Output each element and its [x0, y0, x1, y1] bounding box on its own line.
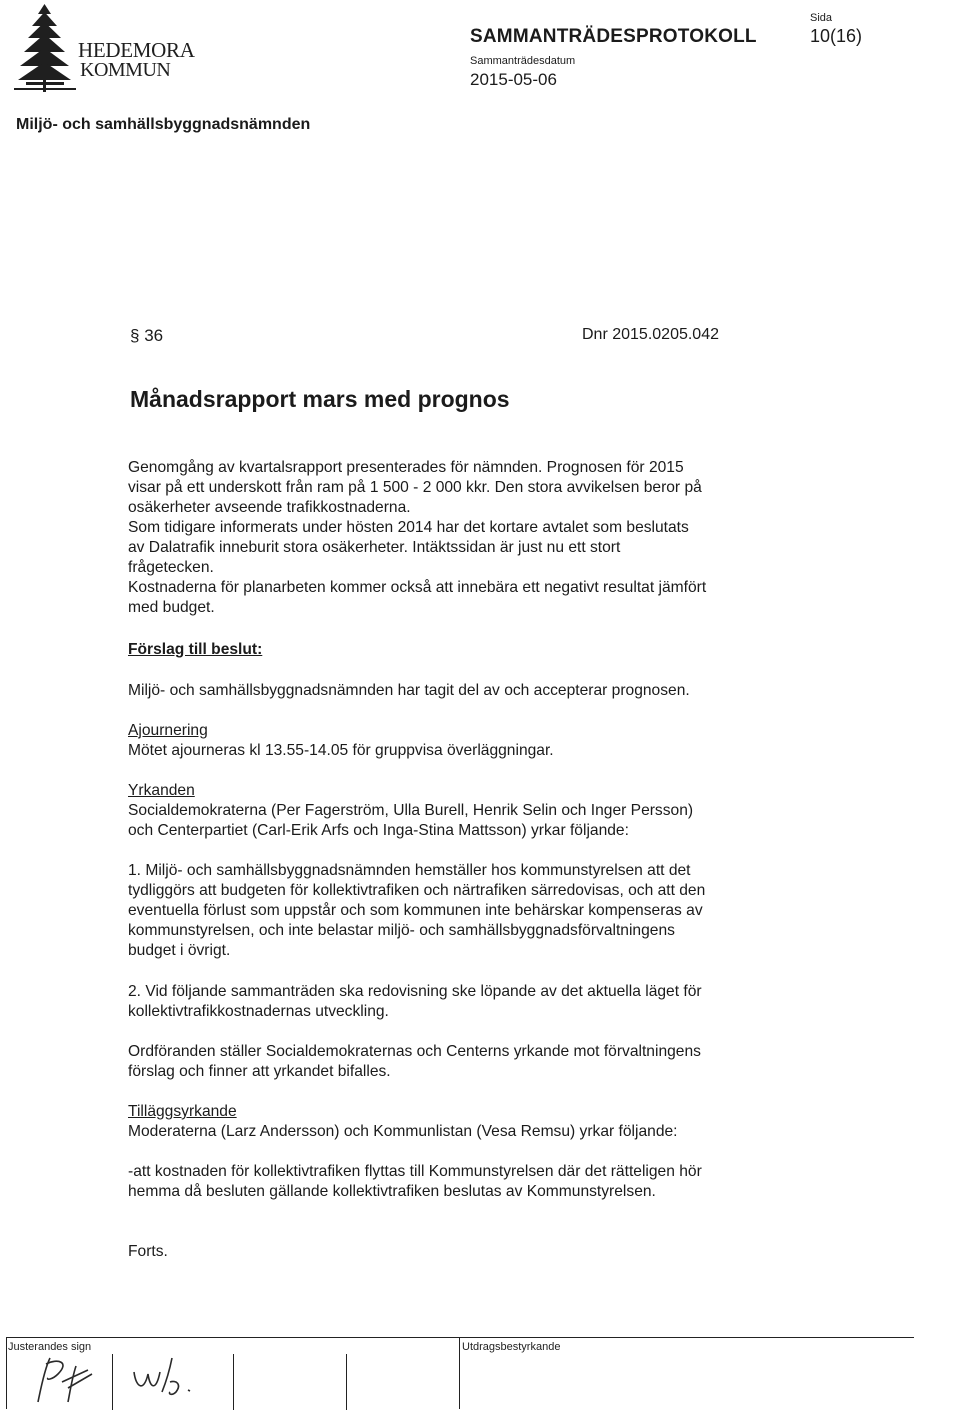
footer-box-left-border — [6, 1337, 7, 1409]
document-title: SAMMANTRÄDESPROTOKOLL — [470, 26, 757, 47]
meeting-date-label: Sammanträdesdatum — [470, 55, 576, 67]
handwritten-signature-2 — [126, 1352, 226, 1408]
continued-text: Forts. — [128, 1243, 168, 1260]
paragraph-number-value: 36 — [144, 326, 164, 345]
text-line: förslag och finner att yrkandet bifalles. — [128, 1063, 391, 1080]
committee-name: Miljö- och samhällsbyggnadsnämnden — [16, 116, 311, 133]
text-line: -att kostnaden för kollektivtrafiken flyttas till Kommunstyrelsen där det rätteligen hör — [128, 1163, 702, 1180]
text-line: Ordföranden ställer Socialdemokraternas och Centerns yrkande mot förvaltningens — [128, 1043, 701, 1060]
signature-divider — [459, 1337, 460, 1409]
text-line: Miljö- och samhällsbyggnadsnämnden har tagit del av och accepterar prognosen. — [128, 682, 690, 699]
text-line: Kostnaderna för planarbeten kommer också att innebära ett negativt resultat jämfört — [128, 579, 707, 596]
text-line: frågetecken. — [128, 559, 214, 576]
motions-heading: Yrkanden — [128, 782, 195, 799]
adjournment-heading: Ajournering — [128, 722, 208, 739]
municipality-logo — [14, 4, 195, 96]
text-line: 2. Vid följande sammanträden ska redovisning ske löpande av det aktuella läget för — [128, 983, 702, 1000]
tree-emblem-icon — [14, 4, 78, 96]
page-label: Sida — [810, 12, 833, 24]
proposal-text — [128, 681, 788, 701]
municipality-name-line1: HEDEMORA — [78, 38, 195, 62]
additional-motion-text — [128, 1162, 788, 1202]
text-line: eventuella förlust som uppstår och som kommunen inte behärskar kompenseras av — [128, 902, 703, 919]
intro-paragraph — [128, 458, 788, 618]
additional-motion-section — [128, 1102, 788, 1142]
excerpt-certification-label: Utdragsbestyrkande — [462, 1341, 561, 1353]
text-line: Moderaterna (Larz Andersson) och Kommunlistan (Vesa Remsu) yrkar följande: — [128, 1123, 678, 1140]
proposal-heading-text: Förslag till beslut: — [128, 641, 263, 658]
page-number: 10(16) — [810, 26, 863, 46]
text-line: visar på ett underskott från ram på 1 500 - 2 000 kkr. Den stora avvikelsen beror på — [128, 479, 702, 496]
signature-divider — [233, 1354, 234, 1410]
continued-note — [128, 1242, 788, 1262]
motions-section — [128, 781, 788, 841]
text-line: Socialdemokraterna (Per Fagerström, Ulla Burell, Henrik Selin och Inger Persson) — [128, 802, 694, 819]
paragraph-number — [130, 326, 163, 346]
additional-motion-heading: Tilläggsyrkande — [128, 1103, 237, 1120]
signature-divider — [346, 1354, 347, 1410]
text-line: Genomgång av kvartalsrapport presenterades för nämnden. Prognosen för 2015 — [128, 459, 684, 476]
section-sign-icon: § — [130, 326, 140, 345]
text-line: osäkerheter avseende trafikkostnaderna. — [128, 499, 411, 516]
motion-2 — [128, 982, 788, 1022]
diary-number: Dnr 2015.0205.042 — [582, 326, 719, 343]
motion-1 — [128, 861, 788, 961]
proposal-heading — [128, 640, 788, 660]
adjuster-sign-label: Justerandes sign — [8, 1341, 92, 1353]
text-line: budget i övrigt. — [128, 942, 231, 959]
text-line: Som tidigare informerats under hösten 2014 har det kortare avtalet som beslutats — [128, 519, 689, 536]
text-line: med budget. — [128, 599, 215, 616]
chair-decision — [128, 1042, 788, 1082]
text-line: tydliggörs att budgeten för kollektivtrafiken och närtrafiken särredovisas, och att den — [128, 882, 706, 899]
text-line: Mötet ajourneras kl 13.55-14.05 för gruppvisa överläggningar. — [128, 742, 554, 759]
footer-divider — [6, 1337, 914, 1338]
signature-divider — [112, 1354, 113, 1410]
text-line: och Centerpartiet (Carl-Erik Arfs och Inga-Stina Mattsson) yrkar följande: — [128, 822, 629, 839]
municipality-name-line2: KOMMUN — [80, 59, 171, 81]
text-line: kollektivtrafikkostnadernas utveckling. — [128, 1003, 389, 1020]
text-line: kommunstyrelsen, och inte belastar miljö- och samhällsbyggnadsförvaltningens — [128, 922, 675, 939]
handwritten-signature-1 — [28, 1352, 108, 1408]
item-title: Månadsrapport mars med prognos — [130, 386, 510, 412]
adjournment-section — [128, 721, 788, 761]
meeting-date: 2015-05-06 — [470, 70, 557, 89]
text-line: av Dalatrafik inneburit stora osäkerheter. Intäktssidan är just nu ett stort — [128, 539, 621, 556]
text-line: 1. Miljö- och samhällsbyggnadsnämnden hemställer hos kommunstyrelsen att det — [128, 862, 691, 879]
text-line: hemma då besluten gällande kollektivtrafiken beslutas av Kommunstyrelsen. — [128, 1183, 656, 1200]
